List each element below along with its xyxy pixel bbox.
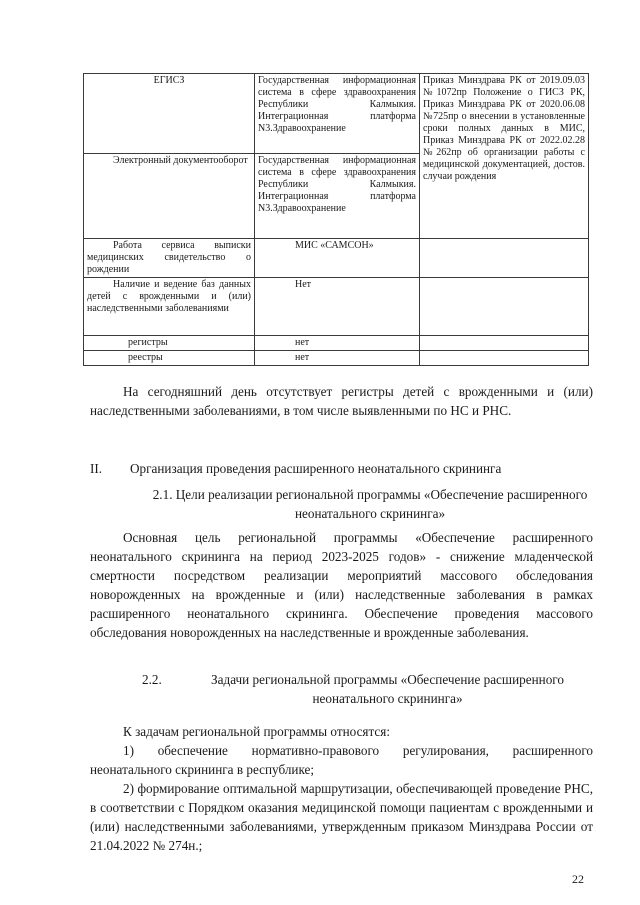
- table-cell: ЕГИСЗ: [84, 74, 255, 154]
- table-cell: МИС «САМСОН»: [255, 239, 420, 278]
- table-row: [84, 239, 589, 278]
- table-cell: Государственная информационная система в сфере здравоохранения Республики Калмыкия. Интеграционная платформа N3.Здравоохранение: [255, 74, 420, 154]
- table-row: [84, 336, 589, 351]
- section-number: II.: [90, 461, 103, 476]
- paragraph-registers: На сегодняшний день отсутствует регистры детей с врожденными и (или) наследственными заболеваниями, в том числе выявленными по НС и РНС.: [90, 384, 593, 418]
- table-cell: Работа сервиса выписки медицинских свидетельство о рождении: [84, 239, 255, 278]
- subsection-2-2-heading: [110, 670, 590, 708]
- section-heading: [90, 459, 593, 478]
- table-cell: регистры: [84, 336, 255, 351]
- table-row: [84, 351, 589, 366]
- paragraph-main-goal: Основная цель региональной программы «Обеспечение расширенного неонатального скрининга на период 2023-2025 годов» - снижение младенческой смертности посредством реализации мероприятий массового обследования новорожденных на врожденные и (или) наследственные заболевания в рамках расширенного неонатального скрининга. Обеспечение проведения массового обследования новорожденных на наследственные и врожденные заболевания.: [90, 530, 593, 640]
- table-cell: [420, 351, 589, 366]
- table-cell: Приказ Минздрава РК от 2019.09.03 №1072пр Положение о ГИСЗ РК, Приказ Минздрава РК от 2020.06.08 №725пр о внесении в установленные сроки полных данных в МИС, Приказ Минздрава РК от 2022.02.28 №262пр об организации работы с медицинской документацией, достов. случаи рождения: [420, 74, 589, 239]
- list-item: 2) формирование оптимальной маршрутизации, обеспечивающей проведение РНС, в соответствии с Порядком оказания медицинской помощи пациентам с врожденными и (или) наследственными заболеваниями, утвержденным приказом Минздрава России от 21.04.2022 № 274н.;: [90, 781, 593, 853]
- table-cell: Наличие и ведение баз данных детей с врожденными и (или) наследственными заболеваниями: [84, 278, 255, 336]
- table-row: [84, 278, 589, 336]
- subsection-number: 2.2.: [142, 672, 162, 687]
- section-title: Организация проведения расширенного неонатального скрининга: [130, 461, 502, 476]
- table-cell: [420, 278, 589, 336]
- paragraph-tasks-intro: К задачам региональной программы относятся:: [123, 724, 390, 739]
- table-cell: Государственная информационная система в сфере здравоохранения Республики Калмыкия. Интеграционная платформа N3.Здравоохранение: [255, 154, 420, 239]
- table-cell: реестры: [84, 351, 255, 366]
- list-item: 1) обеспечение нормативно-правового регулирования, расширенного неонатального скрининга в республике;: [90, 743, 593, 777]
- subsection-title: Задачи региональной программы «Обеспечение расширенного неонатального скрининга»: [211, 672, 564, 706]
- table-cell: Электронный документооборот: [84, 154, 255, 239]
- info-systems-table: [83, 73, 589, 366]
- table-row: [84, 74, 589, 154]
- table-cell: нет: [255, 336, 420, 351]
- table-cell: [420, 239, 589, 278]
- table-cell: [420, 336, 589, 351]
- page-number: 22: [572, 872, 584, 886]
- subsection-2-1-title: 2.1. Цели реализации региональной программы «Обеспечение расширенного неонатального скрининга»: [152, 487, 588, 521]
- table-cell: нет: [255, 351, 420, 366]
- table-cell: Нет: [255, 278, 420, 336]
